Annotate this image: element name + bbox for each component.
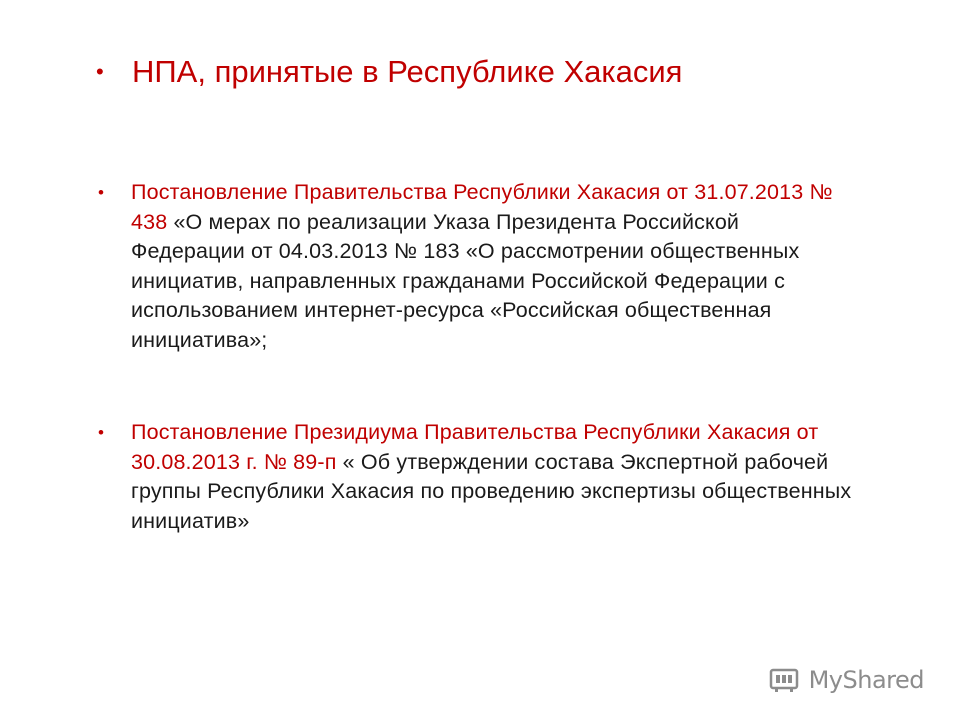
document-reference: Постановление Правительства Республики Хакасия от 31.07.2013 № 438 (131, 180, 833, 234)
list-item-text (131, 418, 858, 536)
document-description: « Об утверждении состава Экспертной рабочей группы Республики Хакасия по проведению экспертизы общественных инициатив» (131, 449, 852, 533)
myshared-logo-icon (769, 666, 803, 694)
bullet-icon: • (98, 423, 104, 442)
bullet-icon: • (96, 59, 104, 84)
title-row (96, 50, 896, 94)
myshared-watermark[interactable] (769, 666, 924, 694)
watermark-brand-text: MyShared (808, 666, 924, 694)
bullet-icon: • (98, 183, 104, 202)
list-item-resolution-89p (98, 418, 858, 536)
list-item-resolution-438 (98, 178, 858, 355)
document-reference: Постановление Президиума Правительства Республики Хакасия от 30.08.2013 г. № 89-п (131, 420, 819, 474)
list-item-text (131, 178, 858, 355)
document-description: «О мерах по реализации Указа Президента Российской Федерации от 04.03.2013 № 183 «О рассмотрении общественных инициатив, направленных гражданами Российской Федерации с использованием интернет-ресурса «Российская общественная инициатива»; (131, 209, 800, 352)
slide-title: НПА, принятые в Республике Хакасия (132, 54, 683, 89)
